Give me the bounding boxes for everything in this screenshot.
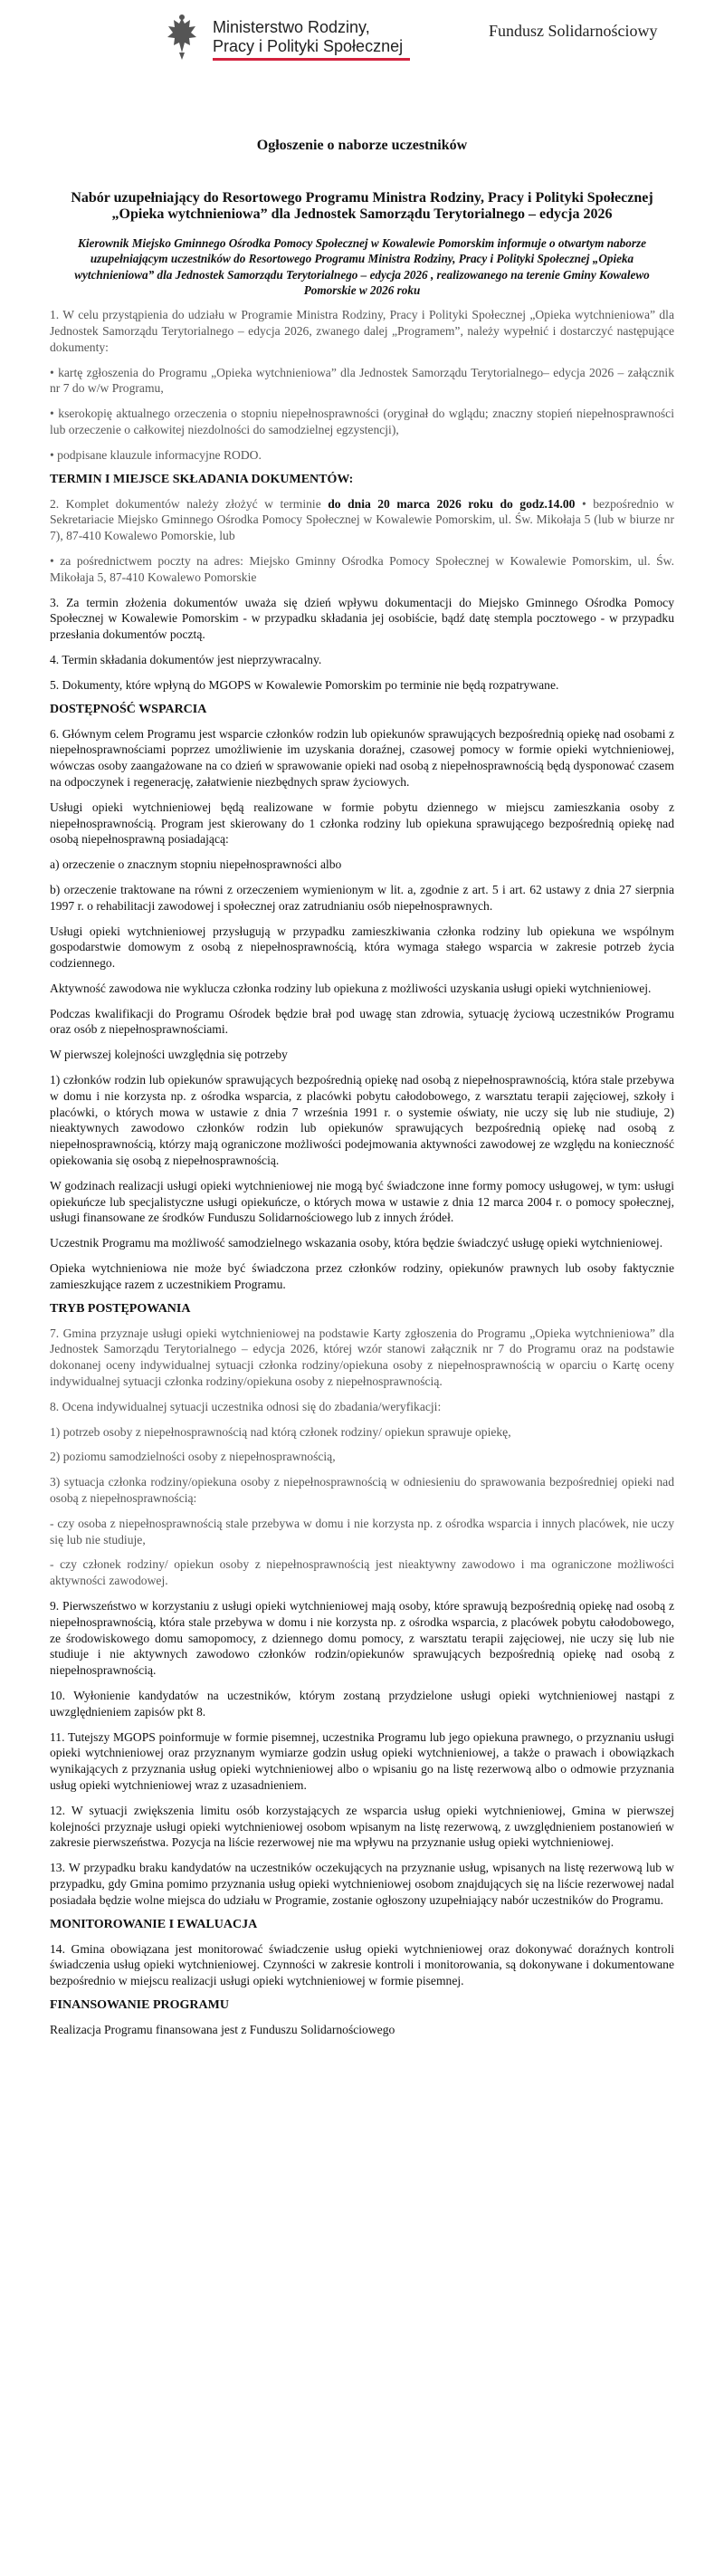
- paragraph-10: Podczas kwalifikacji do Programu Ośrodek będzie brał pod uwagę stan zdrowia, sytuację życiową uczestników Programu oraz osób z niepełnosprawnościami.: [50, 1006, 674, 1037]
- ministry-name: [213, 18, 403, 56]
- paragraph-11: W pierwszej kolejności uwzględnia się potrzeby: [50, 1048, 288, 1062]
- eagle-emblem-icon: [166, 13, 198, 62]
- paragraph-7: Usługi opieki wytchnieniowej będą realizowane w formie pobytu dziennego w miejscu zamieszkania osoby z niepełnosprawnością. Program jest skierowany do 1 członka rodziny lub opiekuna sprawującego bezpośrednią opiekę nad osobą niepełnosprawną posiadającą:: [50, 800, 674, 847]
- paragraph-13: W godzinach realizacji usługi opieki wytchnieniowej nie mogą być świadczone inne formy pomocy usługowej, w tym: usługi opiekuńcze lub specjalistyczne usługi opiekuńcze, o których mowa w ustawie z dnia 12 marca 2004 r. o pomocy społecznej, usługi finansowane ze środków Funduszu Solidarnościowego lub z innych źródeł.: [50, 1178, 674, 1225]
- paragraph-1b: • kserokopię aktualnego orzeczenia o stopniu niepełnosprawności (oryginał do wglądu; znaczny stopień niepełnosprawności lub orzeczenie o całkowitej niezdolności do samodzielnej egzystencji),: [50, 407, 674, 436]
- paragraph-2b: • za pośrednictwem poczty na adres: Miejsko Gminny Ośrodka Pomocy Społecznej w Kowalewie Pomorskim, ul. Św. Mikołaja 5, 87-410 Kowalewo Pomorskie: [50, 553, 674, 584]
- page-header: [50, 0, 674, 74]
- paragraph-7a: a) orzeczenie o znacznym stopniu niepełnosprawności albo: [50, 857, 342, 872]
- section-heading-financing: FINANSOWANIE PROGRAMU: [50, 1997, 229, 2012]
- paragraph-17b: 2) poziomu samodzielności osoby z niepełnosprawnością,: [50, 1450, 336, 1464]
- paragraph-9: Aktywność zawodowa nie wyklucza członka rodziny lub opiekuna z możliwości uzyskania usługi opieki wytchnieniowej.: [50, 981, 652, 995]
- paragraph-23: 14. Gmina obowiązana jest monitorować świadczenie usług opieki wytchnieniowej oraz dokonywać doraźnych kontroli świadczenia usług opieki wytchnieniowej. Czynności w zakresie kontroli i monitorowania, są dokonywane i dokumentowane bezpośrednio w miejscu realizacji usługi opieki wytchnieniowej w formie pisemnej.: [50, 1941, 674, 1988]
- section-heading-monitoring: MONITOROWANIE I EWALUACJA: [50, 1917, 258, 1931]
- paragraph-1c: • podpisane klauzule informacyjne RODO.: [50, 447, 262, 462]
- section-heading-deadline: TERMIN I MIEJSCE SKŁADANIA DOKUMENTÓW:: [50, 472, 354, 486]
- paragraph-1a: • kartę zgłoszenia do Programu „Opieka wytchnieniowa” dla Jednostek Samorządu Terytorialnego– edycja 2026 – załącznik nr 7 do w/w Programu,: [50, 365, 674, 396]
- intro-paragraph: Kierownik Miejsko Gminnego Ośrodka Pomocy Społecznej w Kowalewie Pomorskim informuje o otwartym naborze uzupełniającym uczestników do Resortowego Programu Ministra Rodziny, Pracy i Polityki Społecznej „Opieka wytchnieniowa” dla Jednostek Samorządu Terytorialnego – edycja 2026 , realizowanego na terenie Gminy Kowalewo Pomorskie w 2026 roku: [74, 236, 650, 297]
- paragraph-17a: 1) potrzeb osoby z niepełnosprawnością nad którą członek rodziny/ opiekun sprawuje opiekę,: [50, 1424, 511, 1439]
- paragraph-24: Realizacja Programu finansowana jest z Funduszu Solidarnościowego: [50, 2022, 395, 2036]
- paragraph-17e: - czy członek rodziny/ opiekun osoby z niepełnosprawnością jest nieaktywny zawodowo i ma ograniczone możliwości aktywności zawodowej.: [50, 1557, 674, 1588]
- paragraph-8: Usługi opieki wytchnieniowej przysługują w przypadku zamieszkiwania członka rodziny lub opiekuna we wspólnym gospodarstwie domowym z osobą z niepełnosprawnością, która wymaga stałego wsparcia w zakresie potrzeb życia codziennego.: [50, 924, 674, 971]
- fund-name: Fundusz Solidarnościowy: [489, 22, 658, 40]
- paragraph-2-start: 2. Komplet dokumentów należy złożyć w terminie: [50, 496, 329, 511]
- deadline-date: do dnia 20 marca 2026 roku do godz.14.00: [328, 496, 576, 511]
- paragraph-17c: 3) sytuacja członka rodziny/opiekuna osoby z niepełnosprawnością w odniesieniu do sprawowania bezpośredniej opieki nad osobą z niepełnosprawnością:: [50, 1475, 674, 1506]
- paragraph-14: Uczestnik Programu ma możliwość samodzielnego wskazania osoby, która będzie świadczyć usługę opieki wytchnieniowej.: [50, 1236, 663, 1250]
- paragraph-19: 10. Wyłonienie kandydatów na uczestników, którym zostaną przydzielone usługi opieki wytchnieniowej nastąpi z uwzględnieniem zapisów pkt 8.: [50, 1688, 674, 1719]
- paragraph-16: 7. Gmina przyznaje usługi opieki wytchnieniowej na podstawie Karty zgłoszenia do Programu „Opieka wytchnieniowa” dla Jednostek Samorządu Terytorialnego – edycja 2026, której wzór stanowi załącznik nr 7 do Programu oraz na podstawie dokonanej oceny indywidualnej sytuacji członka rodziny/opiekuna osoby z niepełnosprawnością w oparciu o Kartę oceny indywidualnej sytuacji członka rodziny/opiekuna osoby z niepełnosprawnością.: [50, 1326, 674, 1389]
- paragraph-6: 6. Głównym celem Programu jest wsparcie członków rodzin lub opiekunów sprawujących bezpośrednią opiekę nad osobami z niepełnosprawnościami poprzez umożliwienie im uzyskania doraźnej, czasowej pomocy w formie opieki wytchnieniowej, wówczas osoby zaangażowane na co dzień w sprawowanie opieki nad osobą z niepełnosprawnością będą dysponować czasem na odpoczynek i regenerację, załatwienie niezbędnych spraw życiowych.: [50, 726, 674, 789]
- announcement-title: Ogłoszenie o naborze uczestników: [256, 138, 468, 153]
- paragraph-20: 11. Tutejszy MGOPS poinformuje w formie pisemnej, uczestnika Programu lub jego opiekuna prawnego, o przyznaniu usługi opieki wytchnieniowej oraz przyznanym wymiarze godzin usług opieki wytchnieniowej, a także o prawach i obowiązkach wynikających z przyznania usług opieki wytchnieniowej albo o wpisaniu go na listę rezerwową albo o odmowie przyznania usług opieki wytchnieniowej wraz z uzasadnieniem.: [50, 1729, 674, 1792]
- ministry-red-bar: [213, 58, 410, 61]
- ministry-line-2: Pracy i Polityki Społecznej: [213, 37, 404, 55]
- paragraph-15: Opieka wytchnieniowa nie może być świadczona przez członków rodziny, opiekunów prawnych lub osoby faktycznie zamieszkujące razem z uczestnikiem Programu.: [50, 1261, 674, 1291]
- paragraph-17: 8. Ocena indywidualnej sytuacji uczestnika odnosi się do zbadania/weryfikacji:: [50, 1399, 442, 1413]
- paragraph-22: 13. W przypadku braku kandydatów na uczestników oczekujących na przyznanie usług, wpisanych na listę rezerwową lub w przypadku, gdy Gmina pomimo przyznania usług opieki wytchnieniowej osobom znajdujących się na liście rezerwowej nadal posiadała będzie wolne miejsca do udziału w Programie, zostanie ogłoszony uzupełniający nabór uczestników do Programu.: [50, 1861, 674, 1907]
- paragraph-18: 9. Pierwszeństwo w korzystaniu z usługi opieki wytchnieniowej mają osoby, które sprawują bezpośrednią opiekę nad osobą z niepełnosprawnością, która stale przebywa w domu i nie korzysta np. z ośrodka wsparcia, z placówek pobytu całodobowego, ze środowiskowego domu samopomocy, z dziennego domu pomocy, z warsztatu terapii zajęciowej, nie uczy się lub nie studiuje i nie aktywnych zawodowo członków rodzin/opiekunów sprawujących bezpośrednią opiekę nad osobą z niepełnosprawnością.: [50, 1599, 674, 1678]
- paragraph-2-rest: • bezpośrednio w Sekretariacie Miejsko Gminnego Ośrodka Pomocy Społecznej w Kowalewie Pomorskim, ul. Św. Mikołaja 5 (lub w biurze nr 7), 87-410 Kowalewo Pomorskie, lub: [50, 496, 674, 543]
- paragraph-17d: - czy osoba z niepełnosprawnością stale przebywa w domu i nie korzysta np. z ośrodka wsparcia i innych placówek, nie uczy się lub nie studiuje,: [50, 1516, 674, 1547]
- ministry-line-1: Ministerstwo Rodziny,: [213, 18, 370, 36]
- paragraph-21: 12. W sytuacji zwiększenia limitu osób korzystających ze wsparcia usług opieki wytchnieniowej, Gmina w pierwszej kolejności przyznaje usługi opieki wytchnieniowej osobom wpisanym na listę rezerwową, z uwzględnieniem postanowień w zakresie pierwszeństwa. Pozycja na liście rezerwowej nie ma wpływu na przyznanie usług opieki wytchnieniowej.: [50, 1803, 674, 1850]
- paragraph-7b: b) orzeczenie traktowane na równi z orzeczeniem wymienionym w lit. a, zgodnie z art. 5 i art. 62 ustawy z dnia 27 sierpnia 1997 r. o rehabilitacji zawodowej i społecznej oraz zatrudnianiu osób niepełnosprawnych.: [50, 882, 674, 913]
- section-heading-support: DOSTĘPNOŚĆ WSPARCIA: [50, 702, 207, 716]
- paragraph-3: 3. Za termin złożenia dokumentów uważa się dzień wpływu dokumentacji do Miejsko Gminnego Ośrodka Pomocy Społecznej w Kowalewie Pomorskim - w przypadku składania jej osobiście, bądź datę stempla pocztowego - w przypadku przesłania dokumentów pocztą.: [50, 595, 674, 642]
- paragraph-12: 1) członków rodzin lub opiekunów sprawujących bezpośrednią opiekę nad osobą z niepełnosprawnością, która stale przebywa w domu i nie korzysta np. z ośrodka wsparcia, z placówki pobytu całodobowego, z warsztatu terapii zajęciowej, szkoły i placówki, o których mowa w ustawie z dnia 7 września 1991 r. o systemie oświaty, nie uczy się lub nie studiuje, 2) nieaktywnych zawodowo członków rodzin lub opiekunów sprawujących bezpośrednią opiekę nad osobą z niepełnosprawnością, którzy mają ograniczone możliwości podejmowania aktywności zawodowej ze względu na konieczność opiekowania się osobą z niepełnosprawnością.: [50, 1073, 674, 1168]
- paragraph-4: 4. Termin składania dokumentów jest nieprzywracalny.: [50, 652, 322, 666]
- section-heading-procedure: TRYB POSTĘPOWANIA: [50, 1301, 191, 1316]
- announcement-subtitle: Nabór uzupełniający do Resortowego Programu Ministra Rodziny, Pracy i Polityki Społecznej „Opieka wytchnieniowa” dla Jednostek Samorządu Terytorialnego – edycja 2026: [71, 190, 653, 222]
- paragraph-1: 1. W celu przystąpienia do udziału w Programie Ministra Rodziny, Pracy i Polityki Społecznej „Opieka wytchnieniowa” dla Jednostek Samorządu Terytorialnego – edycja 2026, zwanego dalej „Programem”, należy wypełnić i dostarczyć następujące dokumenty:: [50, 308, 674, 354]
- ministry-logo: [166, 9, 410, 65]
- paragraph-2: [50, 496, 674, 544]
- paragraph-5: 5. Dokumenty, które wpłyną do MGOPS w Kowalewie Pomorskim po terminie nie będą rozpatrywane.: [50, 677, 559, 692]
